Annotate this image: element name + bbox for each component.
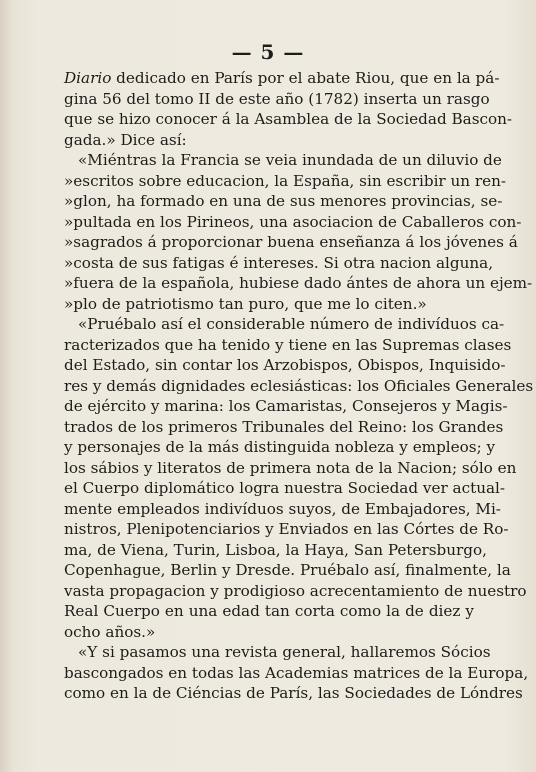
text-line: «Miéntras la Francia se veia inundada de un diluvio de <box>78 151 502 169</box>
text-line: »costa de sus fatigas é intereses. Si otra nacion alguna, <box>64 253 494 272</box>
text-line: »fuera de la española, hubiese dado ántes de ahora un ejem- <box>64 274 533 292</box>
text-line: «Y si pasamos una revista general, hallaremos Sócios <box>78 643 491 661</box>
text-line: el Cuerpo diplomático logra nuestra Sociedad ver actual- <box>64 479 506 497</box>
text-line: de ejército y marina: los Camaristas, Consejeros y Magis- <box>64 397 508 415</box>
text-line: del Estado, sin contar los Arzobispos, Obispos, Inquisido- <box>64 356 506 374</box>
text-line: ocho años.» <box>64 622 156 641</box>
body-text <box>64 68 534 704</box>
line-text: dedicado en París por el abate Riou, que en la pá- <box>111 69 500 87</box>
italic-word: Diario <box>64 69 112 87</box>
text-line: »sagrados á proporcionar buena enseñanza á los jóvenes á <box>64 233 518 251</box>
text-line: que se hizo conocer á la Asamblea de la Sociedad Bascon- <box>64 110 513 128</box>
text-line: vasta propagacion y prodigioso acrecentamiento de nuestro <box>64 581 527 600</box>
text-line: bascongados en todas las Academias matrices de la Europa, <box>64 663 529 682</box>
text-line: »pultada en los Pirineos, una asociacion de Caballeros con- <box>64 212 522 231</box>
text-line: mente empleados indivíduos suyos, de Embajadores, Mi- <box>64 499 501 518</box>
text-line: Copenhague, Berlin y Dresde. Pruébalo así, finalmente, la <box>64 561 511 579</box>
text-line: nistros, Plenipotenciarios y Enviados en las Córtes de Ro- <box>64 520 509 538</box>
text-line: »escritos sobre educacion, la España, sin escribir un ren- <box>64 171 507 190</box>
text-line: y personajes de la más distinguida nobleza y empleos; y <box>64 438 496 456</box>
text-line: res y demás dignidades eclesiásticas: los Oficiales Generales <box>64 376 534 395</box>
text-line: gina 56 del tomo II de este año (1782) inserta un rasgo <box>64 89 490 108</box>
text-line: »plo de patriotismo tan puro, que me lo citen.» <box>64 294 427 313</box>
text-line: como en la de Ciéncias de París, las Sociedades de Lóndres <box>64 684 523 702</box>
text-line: los sábios y literatos de primera nota de la Nacion; sólo en <box>64 458 517 477</box>
text-line: trados de los primeros Tribunales del Reino: los Grandes <box>64 417 504 436</box>
text-line <box>64 68 500 89</box>
text-line: racterizados que ha tenido y tiene en las Supremas clases <box>64 335 512 354</box>
text-line: ma, de Viena, Turin, Lisboa, la Haya, San Petersburgo, <box>64 540 487 559</box>
text-line: gada.» Dice así: <box>64 130 187 149</box>
text-line: »glon, ha formado en una de sus menores provincias, se- <box>64 192 503 210</box>
text-line: Real Cuerpo en una edad tan corta como la de diez y <box>64 602 474 620</box>
page-number: — 5 — <box>231 40 305 64</box>
text-line: «Pruébalo así el considerable número de indivíduos ca- <box>78 315 505 333</box>
